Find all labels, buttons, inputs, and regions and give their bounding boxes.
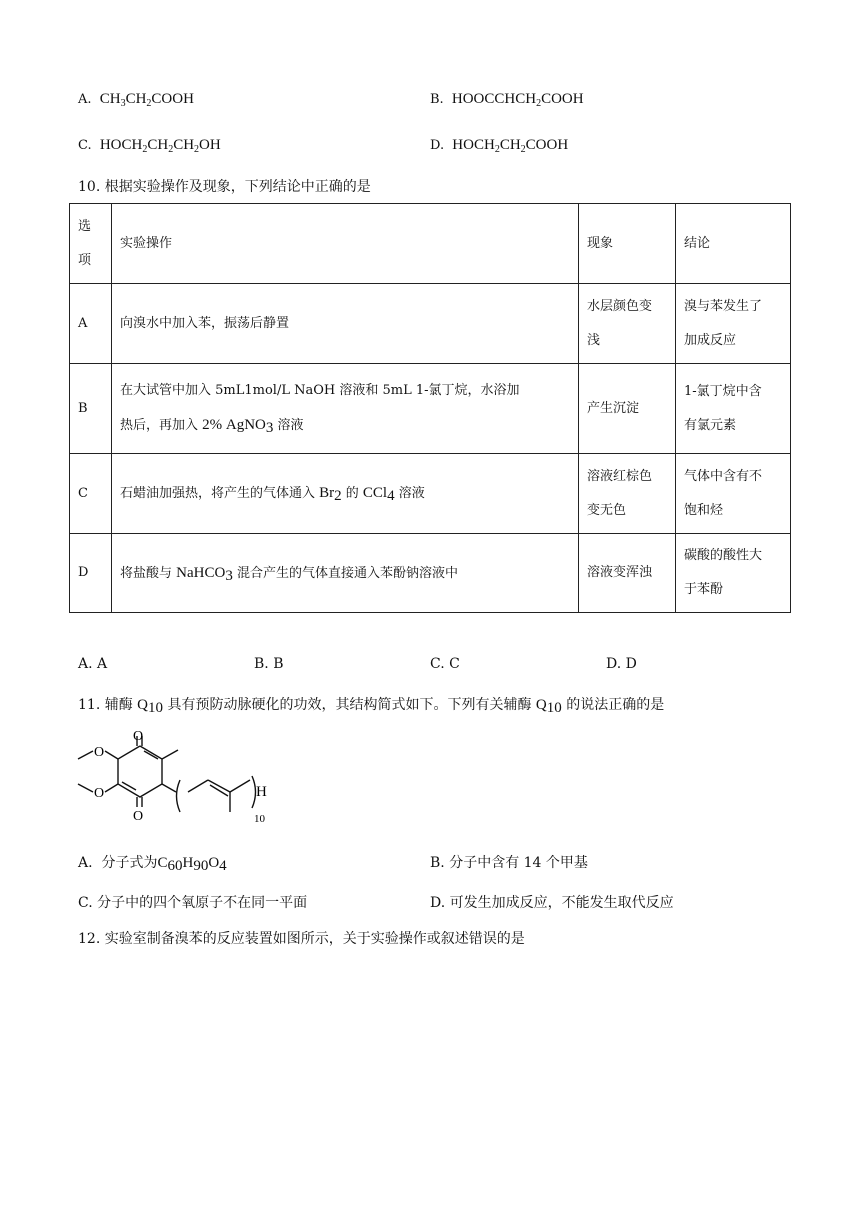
q9-option-d	[430, 137, 568, 154]
row-operation: 在大试管中加入 5mL1mol/L NaOH 溶液和 5mL 1-氯丁烷，水浴加 热后，再加入 2% AgNO$_3$ 溶液	[112, 364, 579, 454]
row-operation: 石蜡油加强热，将产生的气体通入 $Br_2$ 的 CCl$_4$ 溶液	[112, 454, 579, 534]
q9-option-a	[78, 91, 194, 108]
header-operation: 实验操作	[112, 204, 579, 284]
q10-stem: 10. 根据实验操作及现象，下列结论中正确的是	[78, 179, 371, 195]
row-conclusion: 1-氯丁烷中含 有氯元素	[676, 364, 791, 454]
oxygen-label: O	[133, 809, 144, 824]
row-conclusion: 碳酸的酸性大 于苯酚	[676, 534, 791, 613]
row-option: D	[70, 534, 112, 613]
row-phenomenon: 溶液红棕色 变无色	[579, 454, 676, 534]
repeat-count-label: 10	[254, 813, 265, 825]
row-phenomenon: 水层颜色变 浅	[579, 284, 676, 364]
q10-answer-d: D. D	[606, 656, 637, 672]
oxygen-label: O	[94, 745, 105, 760]
table-row	[70, 364, 791, 454]
q9-option-c	[78, 137, 221, 154]
row-operation: 向溴水中加入苯，振荡后静置	[112, 284, 579, 364]
option-letter: D.	[430, 138, 445, 153]
oxygen-label: O	[94, 786, 105, 801]
experiment-table	[69, 203, 791, 613]
table-row	[70, 454, 791, 534]
q9-option-b	[430, 91, 584, 108]
q11-option-d: D. 可发生加成反应，不能发生取代反应	[430, 895, 674, 911]
q11-stem: 11. 辅酶 $Q_{10}$ 具有预防动脉硬化的功效，其结构简式如下。下列有关辅酶 $Q_{10}$ 的说法正确的是	[78, 697, 665, 716]
row-phenomenon: 溶液变浑浊	[579, 534, 676, 613]
coenzyme-q10-structure	[70, 728, 290, 838]
q11-option-c: C. 分子中的四个氧原子不在同一平面	[78, 895, 308, 911]
row-conclusion: 溴与苯发生了 加成反应	[676, 284, 791, 364]
q11-option-a: A. 分子式为$C_{60}H_{90}O_4$	[78, 855, 227, 874]
row-option: B	[70, 364, 112, 454]
q10-answer-a: A. A	[78, 656, 108, 672]
row-conclusion: 气体中含有不 饱和烃	[676, 454, 791, 534]
row-operation: 将盐酸与 NaHCO$_3$ 混合产生的气体直接通入苯酚钠溶液中	[112, 534, 579, 613]
table-header-row	[70, 204, 791, 284]
formula: $HOOCCHCH_2COOH$	[451, 91, 584, 109]
formula: $CH_3CH_2COOH$	[99, 91, 194, 109]
table-row	[70, 284, 791, 364]
table-row	[70, 534, 791, 613]
q12-stem: 12. 实验室制备溴苯的反应装置如图所示，关于实验操作或叙述错误的是	[78, 931, 525, 947]
header-phenomenon: 现象	[579, 204, 676, 284]
oxygen-label: O	[133, 729, 144, 744]
q10-answer-c: C. C	[430, 656, 460, 672]
q11-option-b: B. 分子中含有 14 个甲基	[430, 855, 588, 871]
row-option: C	[70, 454, 112, 534]
option-letter: A.	[78, 92, 92, 107]
option-letter: B.	[430, 92, 444, 107]
formula: $HOCH_2CH_2CH_2OH$	[99, 137, 221, 155]
row-option: A	[70, 284, 112, 364]
end-group-label: H	[256, 784, 267, 800]
q10-answer-b: B. B	[254, 656, 284, 672]
row-phenomenon: 产生沉淀	[579, 364, 676, 454]
formula: $HOCH_2CH_2COOH$	[452, 137, 569, 155]
header-conclusion: 结论	[676, 204, 791, 284]
option-letter: C.	[78, 138, 92, 153]
header-option: 选 项	[70, 204, 112, 284]
